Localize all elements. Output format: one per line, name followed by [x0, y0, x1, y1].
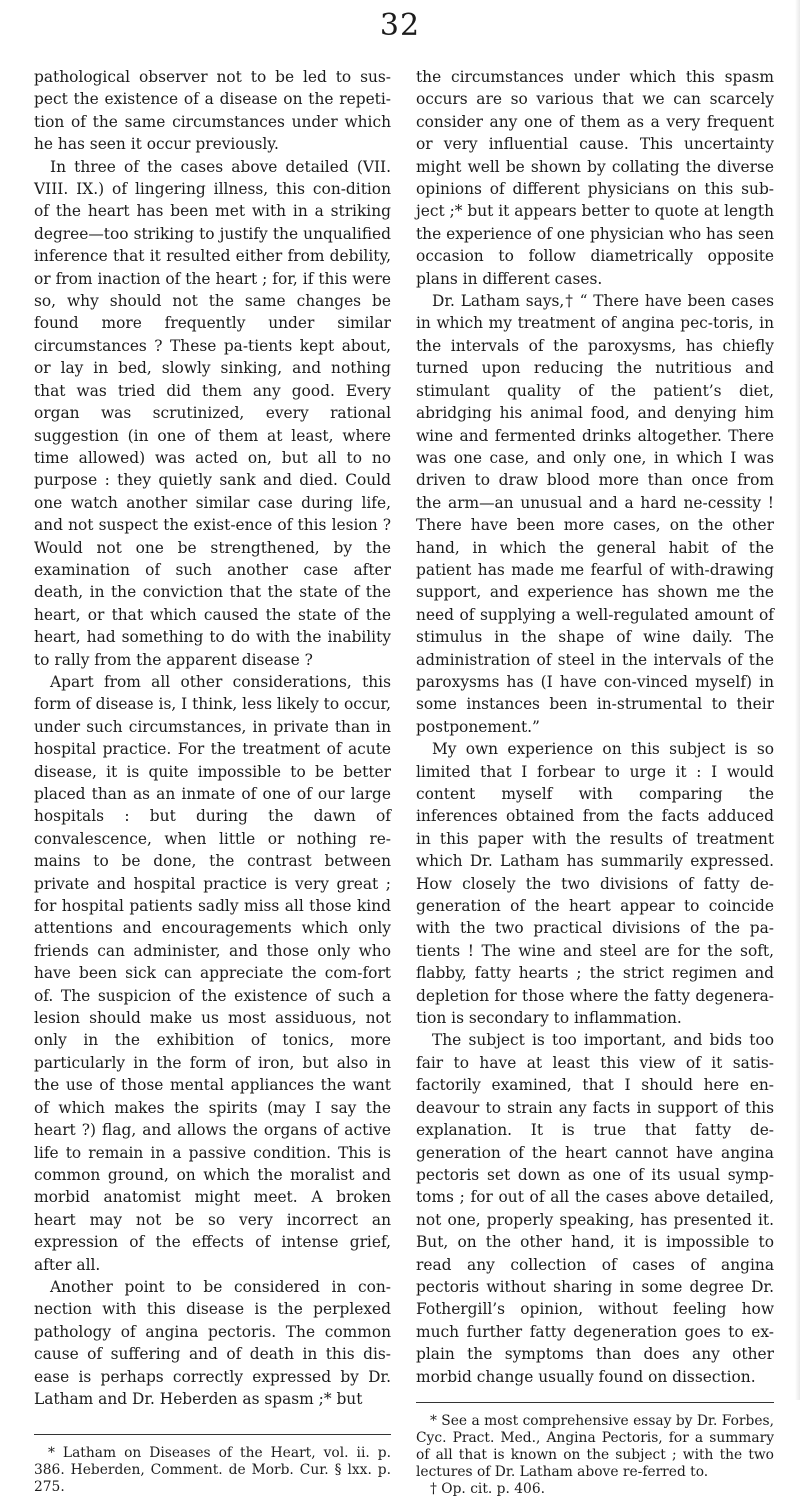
page-number: 32	[379, 8, 421, 43]
paragraph: the circumstances under which this spasm occurs are so various that we can scarcely consider any one of them as a very frequent or very influential cause. This uncertainty might well be shown by collating the diverse opinions of different physicians on this sub-ject ;* but it appears better to quote at length the experience of one physician who has seen occasion to follow diametrically opposite plans in different cases.	[416, 68, 774, 288]
paragraph: My own experience on this subject is so limited that I forbear to urge it : I would content myself with comparing the inferences obtained from the facts adduced in this paper with the results of treatment which Dr. Latham has summarily expressed. How closely the two divisions of fatty de-generation of the heart appear to coincide with the two practical divisions of the pa-tients ! The wine and steel are for the soft, flabby, fatty hearts ; the strict regimen and depletion for those where the fatty degenera-tion is secondary to inflammation.	[416, 740, 774, 1028]
footnote: * See a most comprehensive essay by Dr. Forbes, Cyc. Pract. Med., Angina Pectoris, for a summary of all that is known on the subject ; with the two lectures of Dr. Latham above re-ferred to.	[416, 1412, 774, 1480]
paragraph: The subject is too important, and bids too fair to have at least this view of it satis-factorily examined, that I should here en-deavour to strain any facts in support of this explanation. It is true that fatty de-generation of the heart cannot have angina pectoris set down as one of its usual symp-toms ; for out of all the cases above detailed, not one, properly speaking, has presented it. But, on the other hand, it is impossible to read any collection of cases of angina pectoris without sharing in some degree Dr. Fothergill’s opinion, without feeling how much further fatty degeneration goes to ex-plain the symptoms than does any other morbid change usually found on dissection.	[416, 1031, 774, 1386]
paragraph: pathological observer not to be led to sus-pect the existence of a disease on the repeti-tion of the same circumstances under which he has seen it occur previously.	[34, 68, 391, 154]
paragraph: In three of the cases above detailed (VII. VIII. IX.) of lingering illness, this con-dition of the heart has been met with in a striking degree—too striking to justify the unqualified inference that it resulted either from debility, or from inaction of the heart ; for, if this were so, why should not the same changes be found more frequently under similar circumstances ? These pa-tients kept about, or lay in bed, slowly sinking, and nothing that was tried did them any good. Every organ was scrutinized, every rational suggestion (in one of them at least, where time allowed) was acted on, but all to no purpose : they quietly sank and died. Could one watch another similar case during life, and not suspect the exist-ence of this lesion ? Would not one be strengthened, by the examination of such another case after death, in the conviction that the state of the heart, or that which caused the state of the heart, had something to do with the inability to rally from the apparent disease ?	[34, 157, 391, 669]
left-column	[34, 66, 391, 1496]
paragraph: Apart from all other considerations, this form of disease is, I think, less likely to occur, under such circumstances, in private than in hospital practice. For the treatment of acute disease, it is quite impossible to be better placed than as an inmate of one of our large hospitals : but during the dawn of convalescence, when little or nothing re-mains to be done, the contrast between private and hospital practice is very great ; for hospital patients sadly miss all those kind attentions and encouragements which only friends can administer, and those only who have been sick can appreciate the com-fort of. The suspicion of the existence of such a lesion should make us most assiduous, not only in the exhibition of tonics, more particularly in the form of iron, but also in the use of those mental appliances the want of which makes the spirits (may I say the heart ?) flag, and allows the organs of active life to remain in a passive condition. This is common ground, on which the moralist and morbid anatomist might meet. A broken heart may not be so very incorrect an expression of the effects of intense grief, after all.	[34, 672, 391, 1274]
right-column	[416, 66, 774, 1498]
footnote-divider	[34, 1434, 391, 1435]
paragraph: Another point to be considered in con-nection with this disease is the perplexed pathology of angina pectoris. The common cause of suffering and of death in this dis-ease is perhaps correctly expressed by Dr. Latham and Dr. Heberden as spasm ;* but	[34, 1277, 391, 1408]
page-edge-shadow	[795, 0, 800, 1400]
footnotes	[34, 1445, 391, 1496]
footnote-divider	[416, 1402, 774, 1403]
paragraph: Dr. Latham says,† “ There have been cases in which my treatment of angina pec-toris, in the intervals of the paroxysms, has chiefly turned upon reducing the nutritious and stimulant quality of the patient’s diet, abridging his animal food, and denying him wine and fermented drinks altogether. There was one case, and only one, in which I was driven to draw blood more than once from the arm—an unusual and a hard ne-cessity ! There have been more cases, on the other hand, in which the general habit of the patient has made me fearful of with-drawing support, and experience has shown me the need of supplying a well-regulated amount of stimulus in the shape of wine daily. The administration of steel in the intervals of the paroxysms has (I have con-vinced myself) in some instances been in-strumental to their postponement.”	[416, 292, 774, 736]
footnote: * Latham on Diseases of the Heart, vol. ii. p. 386. Heberden, Comment. de Morb. Cur. § lxx. p. 275.	[34, 1445, 391, 1496]
footnotes	[416, 1413, 774, 1498]
footnote: † Op. cit. p. 406.	[430, 1480, 545, 1497]
